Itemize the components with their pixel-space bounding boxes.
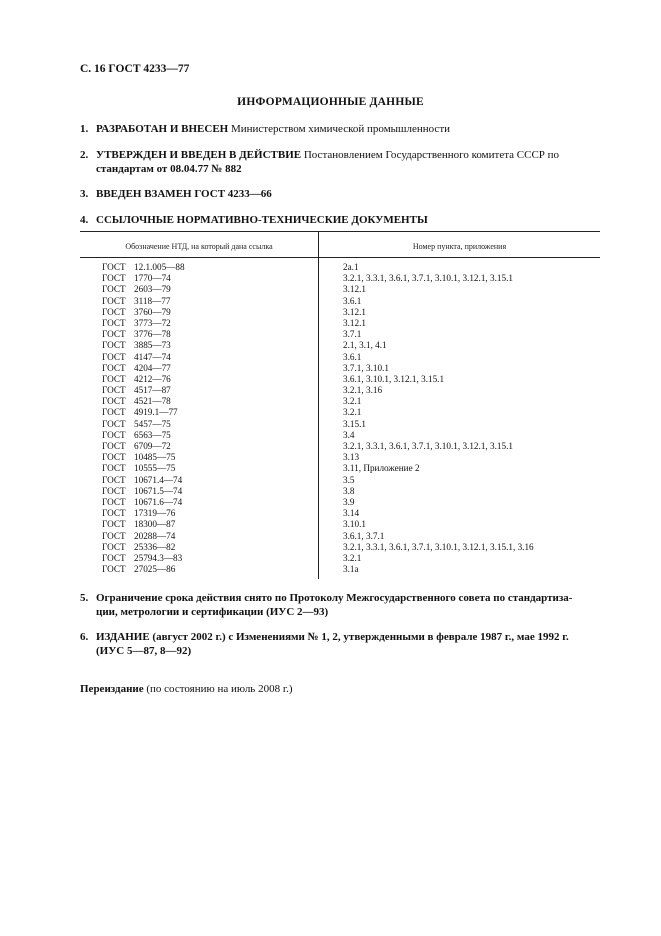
- item-text: Постановлением Государственного комитета СССР по: [301, 149, 560, 161]
- item-heading: ВВЕДЕН ВЗАМЕН ГОСТ 4233—66: [96, 188, 272, 200]
- ntd-code: 3885—73: [134, 340, 171, 351]
- table-row-clause: 3.6.1: [343, 351, 362, 362]
- table-row-clause: 3.7.1, 3.10.1: [343, 362, 389, 373]
- ntd-prefix: ГОСТ: [102, 541, 126, 552]
- ntd-code: 10671.5—74: [134, 485, 183, 496]
- table-row-ntd: [102, 374, 185, 385]
- table-row-ntd: [102, 441, 185, 452]
- table-row-clause: 3.9: [343, 496, 355, 507]
- ntd-code: 18300—87: [134, 519, 176, 530]
- item-text-continuation: (ИУС 5—87, 8—92): [96, 645, 192, 657]
- table-row-ntd: [102, 463, 185, 474]
- ntd-prefix: ГОСТ: [102, 552, 126, 563]
- table-row-ntd: [102, 262, 185, 273]
- table-row-clause: 3.6.1, 3.7.1: [343, 530, 385, 541]
- table-row-ntd: [102, 553, 185, 564]
- table-column-divider: [318, 231, 319, 579]
- ntd-prefix: ГОСТ: [102, 474, 126, 485]
- table-row-ntd: [102, 430, 185, 441]
- item-number: 2.: [80, 149, 89, 161]
- reissue-label: Переиздание: [80, 683, 144, 695]
- ntd-code: 3776—78: [134, 329, 171, 340]
- table-row-ntd: [102, 340, 185, 351]
- table-row-ntd: [102, 296, 185, 307]
- table-column-clause: [343, 262, 534, 575]
- table-row-ntd: [102, 385, 185, 396]
- item-text: Ограничение срока действия снято по Протоколу Межгосударственного совета по стандартиза-: [96, 592, 573, 604]
- references-table: [80, 231, 600, 579]
- table-row-clause: 3.1а: [343, 564, 359, 575]
- ntd-code: 4919.1—77: [134, 407, 178, 418]
- ntd-prefix: ГОСТ: [102, 485, 126, 496]
- table-top-rule: [80, 231, 600, 232]
- ntd-code: 4517—87: [134, 385, 171, 396]
- table-row-ntd: [102, 318, 185, 329]
- ntd-prefix: ГОСТ: [102, 306, 126, 317]
- table-row-ntd: [102, 452, 185, 463]
- table-row-clause: 3.2.1: [343, 552, 362, 563]
- ntd-prefix: ГОСТ: [102, 452, 126, 463]
- ntd-code: 5457—75: [134, 418, 171, 429]
- table-row-clause: 3.6.1, 3.10.1, 3.12.1, 3.15.1: [343, 373, 445, 384]
- page-header: С. 16 ГОСТ 4233—77: [80, 63, 190, 75]
- item-heading: ССЫЛОЧНЫЕ НОРМАТИВНО-ТЕХНИЧЕСКИЕ ДОКУМЕНТЫ: [96, 214, 428, 226]
- table-row-ntd: [102, 508, 185, 519]
- ntd-prefix: ГОСТ: [102, 508, 126, 519]
- ntd-prefix: ГОСТ: [102, 530, 126, 541]
- table-row-clause: 2а.1: [343, 262, 359, 272]
- ntd-prefix: ГОСТ: [102, 496, 126, 507]
- ntd-prefix: ГОСТ: [102, 463, 126, 474]
- table-row-ntd: [102, 284, 185, 295]
- ntd-code: 3760—79: [134, 306, 171, 317]
- item-number: 5.: [80, 592, 89, 604]
- ntd-code: 2603—79: [134, 284, 171, 295]
- ntd-code: 6563—75: [134, 429, 171, 440]
- table-row-clause: 3.2.1, 3.3.1, 3.6.1, 3.7.1, 3.10.1, 3.12.1, 3.15.1: [343, 441, 513, 451]
- table-row-ntd: [102, 531, 185, 542]
- table-row-clause: 3.10.1: [343, 519, 366, 530]
- item-number: 3.: [80, 188, 89, 200]
- table-row-clause: 3.13: [343, 452, 360, 463]
- item-number: 6.: [80, 631, 89, 643]
- table-header-rule: [80, 257, 600, 258]
- ntd-prefix: ГОСТ: [102, 407, 126, 418]
- info-item-4: [80, 213, 600, 227]
- info-item-1: [80, 122, 600, 136]
- table-header-clause: Номер пункта, приложения: [412, 242, 507, 251]
- ntd-prefix: ГОСТ: [102, 519, 126, 530]
- info-item-5: [80, 591, 600, 619]
- item-text: Министерством химической промышленности: [228, 123, 451, 135]
- ntd-prefix: ГОСТ: [102, 362, 126, 373]
- table-row-ntd: [102, 329, 185, 340]
- ntd-code: 10671.4—74: [134, 474, 183, 485]
- ntd-code: 3118—77: [134, 295, 171, 306]
- table-row-ntd: [102, 396, 185, 407]
- table-row-ntd: [102, 542, 185, 553]
- table-row-clause: 3.15.1: [343, 418, 366, 429]
- ntd-code: 4147—74: [134, 351, 171, 362]
- item-text-continuation: ции, метрологии и сертификации (ИУС 2—93): [96, 606, 329, 618]
- table-row-clause: 3.2.1, 3.3.1, 3.6.1, 3.7.1, 3.10.1, 3.12.1, 3.15.1, 3.16: [343, 541, 534, 552]
- info-item-2: [80, 148, 600, 176]
- table-row-clause: 3.2.1: [343, 407, 362, 418]
- ntd-code: 3773—72: [134, 317, 171, 328]
- table-row-clause: 3.11, Приложение 2: [343, 463, 420, 474]
- section-title: ИНФОРМАЦИОННЫЕ ДАННЫЕ: [237, 96, 424, 108]
- item-heading: УТВЕРЖДЕН И ВВЕДЕН В ДЕЙСТВИЕ: [96, 149, 302, 161]
- table-row-clause: 3.12.1: [343, 306, 366, 317]
- ntd-prefix: ГОСТ: [102, 396, 126, 407]
- ntd-code: 10555—75: [134, 463, 176, 474]
- reissue-note: [80, 683, 293, 695]
- table-row-clause: 3.2.1, 3.3.1, 3.6.1, 3.7.1, 3.10.1, 3.12.1, 3.15.1: [343, 273, 513, 284]
- info-item-3: [80, 187, 600, 201]
- ntd-code: 10671.6—74: [134, 496, 183, 507]
- ntd-code: 6709—72: [134, 441, 171, 451]
- item-number: 4.: [80, 214, 89, 226]
- ntd-code: 1770—74: [134, 273, 171, 284]
- table-column-ntd: [102, 262, 185, 575]
- ntd-prefix: ГОСТ: [102, 284, 126, 295]
- table-row-ntd: [102, 497, 185, 508]
- ntd-prefix: ГОСТ: [102, 340, 126, 351]
- table-row-ntd: [102, 307, 185, 318]
- table-row-clause: 3.2.1, 3.16: [343, 385, 383, 396]
- ntd-prefix: ГОСТ: [102, 564, 126, 575]
- table-row-clause: 3.6.1: [343, 295, 362, 306]
- ntd-prefix: ГОСТ: [102, 373, 126, 384]
- table-row-ntd: [102, 519, 185, 530]
- ntd-code: 25794.3—83: [134, 552, 183, 563]
- table-row-ntd: [102, 564, 185, 575]
- table-row-ntd: [102, 407, 185, 418]
- ntd-prefix: ГОСТ: [102, 385, 126, 396]
- ntd-code: 12.1.005—88: [134, 262, 185, 272]
- table-row-clause: 3.4: [343, 429, 355, 440]
- table-row-clause: 3.8: [343, 485, 355, 496]
- ntd-code: 4204—77: [134, 362, 171, 373]
- ntd-code: 25336—82: [134, 541, 176, 552]
- table-row-clause: 2.1, 3.1, 4.1: [343, 340, 387, 351]
- table-row-clause: 3.14: [343, 508, 360, 519]
- table-row-clause: 3.7.1: [343, 329, 362, 340]
- item-text-continuation: стандартам от 08.04.77 № 882: [96, 163, 242, 175]
- ntd-code: 4521—78: [134, 396, 171, 407]
- table-row-clause: 3.2.1: [343, 396, 362, 407]
- ntd-prefix: ГОСТ: [102, 351, 126, 362]
- table-row-ntd: [102, 486, 185, 497]
- table-row-ntd: [102, 352, 185, 363]
- item-number: 1.: [80, 123, 89, 135]
- ntd-code: 10485—75: [134, 452, 176, 463]
- item-text: ИЗДАНИЕ (август 2002 г.) с Изменениями № 1, 2, утвержденными в феврале 1987 г., мае 1992 г.: [96, 631, 569, 643]
- ntd-prefix: ГОСТ: [102, 317, 126, 328]
- ntd-prefix: ГОСТ: [102, 441, 126, 451]
- reissue-text: (по состоянию на июль 2008 г.): [143, 683, 293, 695]
- ntd-prefix: ГОСТ: [102, 329, 126, 340]
- ntd-code: 20288—74: [134, 530, 176, 541]
- table-row-ntd: [102, 273, 185, 284]
- table-row-ntd: [102, 363, 185, 374]
- info-item-6: [80, 630, 600, 658]
- ntd-prefix: ГОСТ: [102, 429, 126, 440]
- item-heading: РАЗРАБОТАН И ВНЕСЕН: [96, 123, 229, 135]
- ntd-code: 17319—76: [134, 508, 176, 519]
- ntd-prefix: ГОСТ: [102, 273, 126, 284]
- table-header-ntd: Обозначение НТД, на который дана ссылка: [125, 242, 273, 251]
- ntd-code: 27025—86: [134, 564, 176, 575]
- ntd-prefix: ГОСТ: [102, 295, 126, 306]
- table-row-ntd: [102, 475, 185, 486]
- table-row-clause: 3.5: [343, 474, 355, 485]
- ntd-prefix: ГОСТ: [102, 418, 126, 429]
- table-row-ntd: [102, 419, 185, 430]
- ntd-code: 4212—76: [134, 373, 171, 384]
- ntd-prefix: ГОСТ: [102, 262, 126, 272]
- table-row-clause: 3.12.1: [343, 284, 366, 295]
- table-row-clause: 3.12.1: [343, 317, 366, 328]
